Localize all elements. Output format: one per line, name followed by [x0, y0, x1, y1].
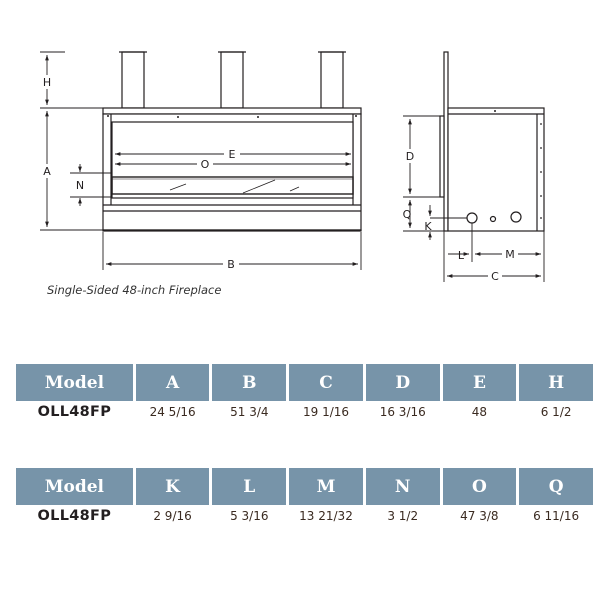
spec-table-1 — [13, 364, 596, 423]
label-l: L — [457, 249, 465, 262]
header-model: Model — [16, 468, 133, 505]
cell-k: 2 9/16 — [153, 509, 192, 523]
label-c: C — [491, 270, 499, 283]
vent-pipe-left — [122, 52, 144, 108]
label-n: N — [75, 179, 85, 192]
header-b: B — [212, 364, 286, 401]
cell-m: 13 21/32 — [299, 509, 353, 523]
header-q: Q — [519, 468, 593, 505]
header-n: N — [366, 468, 440, 505]
cell-a: 24 5/16 — [149, 405, 196, 419]
cell-d: 16 3/16 — [379, 405, 426, 419]
table-header-row — [16, 364, 593, 401]
label-h: H — [42, 76, 52, 89]
label-o: O — [200, 158, 210, 171]
header-c: C — [289, 364, 363, 401]
front-flange — [444, 52, 448, 231]
cell-l: 5 3/16 — [230, 509, 269, 523]
diagram-caption: Single-Sided 48-inch Fireplace — [47, 283, 222, 297]
label-a: A — [43, 165, 51, 178]
spec-table-2 — [13, 468, 596, 527]
cell-c: 19 1/16 — [303, 405, 350, 419]
label-k: K — [424, 220, 432, 233]
header-k: K — [136, 468, 210, 505]
vent-pipe-right — [321, 52, 343, 108]
table-header-row — [16, 468, 593, 505]
header-m: M — [289, 468, 363, 505]
label-e: E — [228, 148, 236, 161]
cell-n: 3 1/2 — [387, 509, 419, 523]
side-box — [448, 108, 544, 231]
header-model: Model — [16, 364, 133, 401]
top-cap — [103, 108, 361, 114]
cell-o: 47 3/8 — [460, 509, 499, 523]
label-m: M — [505, 248, 515, 261]
table-row — [16, 401, 593, 423]
cell-q: 6 11/16 — [533, 509, 580, 523]
label-d: D — [405, 150, 415, 163]
cell-model: OLL48FP — [37, 404, 112, 420]
header-o: O — [443, 468, 517, 505]
table-row — [16, 505, 593, 527]
cell-e: 48 — [471, 405, 488, 419]
header-a: A — [136, 364, 210, 401]
header-e: E — [443, 364, 517, 401]
header-l: L — [212, 468, 286, 505]
header-d: D — [366, 364, 440, 401]
header-h: H — [519, 364, 593, 401]
cell-b: 51 3/4 — [230, 405, 269, 419]
vent-pipe-center — [221, 52, 243, 108]
label-q: Q — [402, 208, 412, 221]
label-b: B — [227, 258, 235, 271]
cell-h: 6 1/2 — [540, 405, 572, 419]
front-view — [103, 52, 361, 231]
base-front — [103, 230, 361, 231]
cell-model: OLL48FP — [37, 508, 112, 524]
side-view — [440, 52, 544, 231]
